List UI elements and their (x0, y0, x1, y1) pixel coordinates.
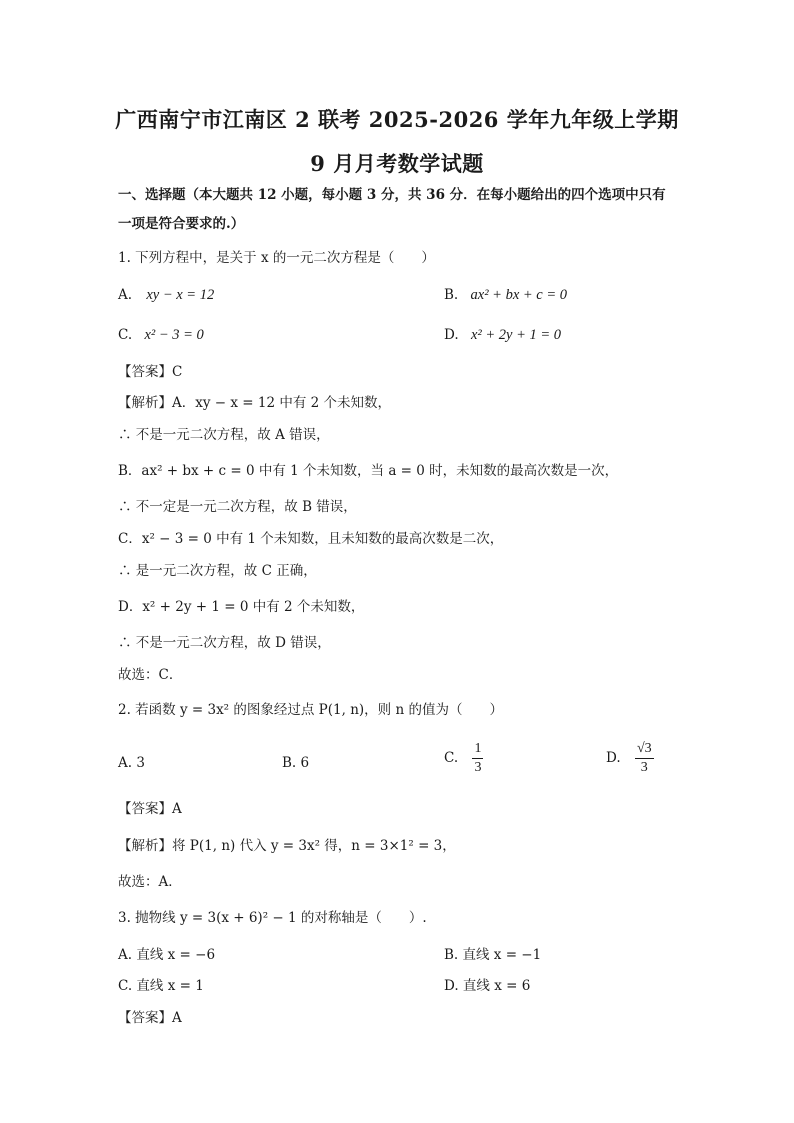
exam-title-line1: 广西南宁市江南区 2 联考 2025-2026 学年九年级上学期 (115, 107, 679, 132)
q1-option-c-label: C. (118, 327, 133, 343)
q1-analysis-line: D．x² + 2y + 1 = 0 中有 2 个未知数， (118, 599, 365, 615)
q2-option-d (606, 740, 654, 777)
q1-option-d-label: D. (444, 327, 459, 343)
q3-option-a: A. 直线 x = −6 (118, 947, 216, 963)
q1-analysis-line: C．x² − 3 = 0 中有 1 个未知数，且未知数的最高次数是二次， (118, 531, 504, 547)
q2-option-d-numerator: √3 (635, 740, 654, 759)
q2-option-c-label: C. (444, 750, 459, 766)
q3-option-d: D. 直线 x = 6 (444, 978, 531, 994)
section-heading-line1: 一、选择题（本大题共 12 小题，每小题 3 分，共 36 分．在每小题给出的四个选项中只有 (118, 187, 666, 203)
q2-stem: 2. 若函数 y = 3x² 的图象经过点 P(1, n)，则 n 的值为（ ） (118, 702, 503, 718)
q2-option-c-fraction (472, 740, 483, 777)
q1-option-a (118, 285, 214, 305)
q1-analysis-line: ∴ 不是一元二次方程，故 A 错误， (118, 427, 330, 443)
q2-analysis: 【解析】将 P(1, n) 代入 y = 3x² 得，n = 3×1² = 3， (118, 838, 456, 854)
q2-option-a: A. 3 (118, 755, 145, 771)
q1-analysis-line: ∴ 不一定是一元二次方程，故 B 错误， (118, 499, 357, 515)
q1-option-d-expr: x² + 2y + 1 = 0 (470, 327, 562, 343)
q1-answer: 【答案】C (118, 364, 183, 380)
q2-option-c (444, 740, 483, 777)
q1-analysis-line: B．ax² + bx + c = 0 中有 1 个未知数，当 a = 0 时，未知数的最高次数是一次， (118, 463, 619, 479)
q1-option-a-label: A. (118, 287, 133, 303)
q1-analysis-line: ∴ 不是一元二次方程，故 D 错误， (118, 635, 331, 651)
section-heading-line2: 一项是符合要求的.） (118, 216, 245, 232)
q3-option-c: C. 直线 x = 1 (118, 978, 204, 994)
q1-analysis-line: 【解析】A．xy − x = 12 中有 2 个未知数， (118, 395, 392, 411)
q1-analysis-line: ∴ 是一元二次方程，故 C 正确， (118, 563, 317, 579)
q1-option-a-expr: xy − x = 12 (146, 287, 215, 303)
q1-option-b (444, 285, 567, 305)
q2-conclusion: 故选：A． (118, 874, 182, 890)
exam-title-line2: 9 月月考数学试题 (310, 151, 484, 176)
q2-answer: 【答案】A (118, 801, 182, 817)
q1-option-b-expr: ax² + bx + c = 0 (470, 287, 568, 303)
q3-stem: 3. 抛物线 y = 3(x + 6)² − 1 的对称轴是（ ）. (118, 910, 427, 926)
q3-answer: 【答案】A (118, 1010, 182, 1026)
q1-option-c (118, 325, 204, 345)
q1-option-b-label: B. (444, 287, 459, 303)
q1-stem: 1. 下列方程中，是关于 x 的一元二次方程是（ ） (118, 250, 435, 266)
q2-option-b: B. 6 (282, 755, 310, 771)
q2-option-d-label: D. (606, 750, 621, 766)
q1-conclusion: 故选：C． (118, 667, 183, 683)
q2-option-c-numerator: 1 (472, 740, 483, 759)
q1-option-d (444, 325, 561, 345)
q3-option-b: B. 直线 x = −1 (444, 947, 542, 963)
q2-option-d-fraction (635, 740, 654, 777)
q2-option-c-denominator: 3 (474, 760, 482, 775)
q2-option-d-denominator: 3 (640, 760, 648, 775)
q1-option-c-expr: x² − 3 = 0 (144, 327, 204, 343)
